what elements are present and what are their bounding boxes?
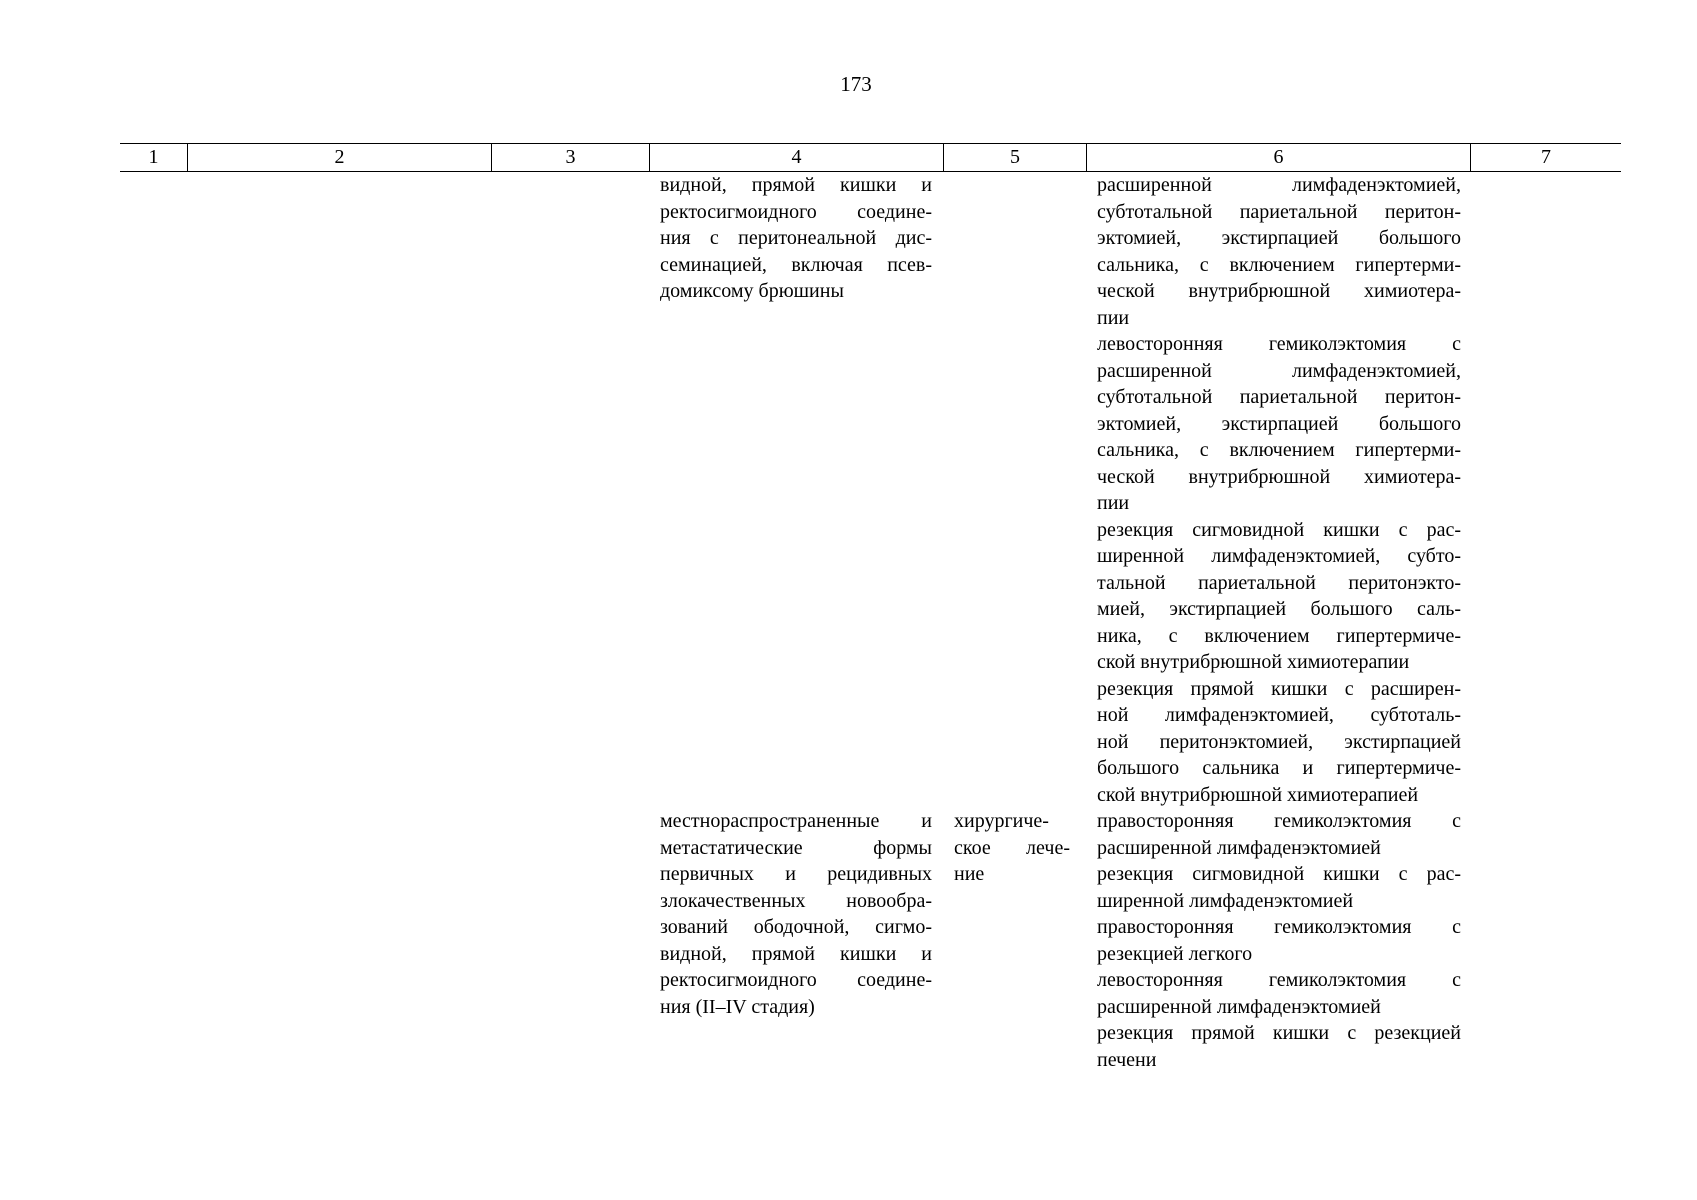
text-line: ника, с включением гипертермиче- [1097, 624, 1461, 647]
text-line: ческой внутрибрюшной химиотера- [1097, 280, 1461, 302]
page-number: 173 [840, 72, 872, 96]
text-line: ширенной лимфаденэктомией [1097, 889, 1354, 912]
text-line: печени [1097, 1048, 1157, 1071]
text-line: резекция прямой кишки с резекцией [1097, 1022, 1461, 1044]
text-line: расширенной лимфаденэктомией [1097, 995, 1381, 1018]
text-line: резекция сигмовидной кишки с рас- [1097, 863, 1461, 885]
text-line: резекция сигмовидной кишки с рас- [1097, 518, 1461, 541]
text-line: метастатические формы [660, 836, 932, 859]
text-line: ния (II–IV стадия) [660, 995, 815, 1018]
text-line: резекция прямой кишки с расширен- [1097, 677, 1461, 700]
text-line: ной лимфаденэктомией, субтоталь- [1097, 704, 1461, 726]
text-line: хирургиче- [954, 810, 1049, 832]
column-number-7: 7 [1470, 144, 1621, 171]
text-line: субтотальной париетальной перитон- [1097, 386, 1461, 408]
text-line: видной, прямой кишки и [660, 174, 932, 196]
text-line: правосторонняя гемиколэктомия с [1097, 810, 1461, 832]
text-line: сальника, с включением гипертерми- [1097, 439, 1461, 461]
text-line: ние [954, 863, 985, 885]
block2-col4-text [660, 808, 932, 1020]
text-line: пии [1097, 492, 1130, 514]
text-line: видной, прямой кишки и [660, 942, 932, 965]
text-line: ной перитонэктомией, экстирпацией [1097, 730, 1461, 753]
column-number-4: 4 [649, 144, 943, 171]
text-line: сальника, с включением гипертерми- [1097, 253, 1461, 276]
text-line: расширенной лимфаденэктомией, [1097, 359, 1461, 382]
text-line: местнораспространенные и [660, 810, 932, 832]
text-line: левосторонняя гемиколэктомия с [1097, 333, 1461, 355]
text-line: зований ободочной, сигмо- [660, 916, 932, 938]
table-header-row [120, 143, 1621, 172]
column-number-1: 1 [148, 146, 159, 168]
column-number-5: 5 [943, 144, 1086, 171]
text-line: домиксому брюшины [660, 280, 844, 302]
text-line: ректосигмоидного соедине- [660, 200, 932, 223]
text-line: левосторонняя гемиколэктомия с [1097, 969, 1461, 991]
column-number-3: 3 [491, 144, 649, 171]
text-line: ширенной лимфаденэктомией, субто- [1097, 545, 1461, 567]
text-line: правосторонняя гемиколэктомия с [1097, 916, 1461, 938]
text-line: пии [1097, 306, 1130, 329]
text-line: ческой внутрибрюшной химиотера- [1097, 465, 1461, 488]
text-line: расширенной лимфаденэктомией [1097, 836, 1381, 859]
text-line: первичных и рецидивных [660, 863, 932, 885]
text-line: семинацией, включая псев- [660, 253, 932, 276]
block2-col5-text [954, 808, 1070, 888]
text-line: ректосигмоидного соедине- [660, 969, 932, 991]
block1-col6-text [1097, 172, 1461, 808]
column-number-2: 2 [187, 144, 491, 171]
text-line: злокачественных новообра- [660, 889, 932, 912]
text-line: субтотальной париетальной перитон- [1097, 200, 1461, 223]
text-line: мией, экстирпацией большого саль- [1097, 598, 1461, 620]
text-line: большого сальника и гипертермиче- [1097, 757, 1461, 779]
text-line: ния с перитонеальной дис- [660, 227, 932, 249]
text-line: тальной париетальной перитонэкто- [1097, 571, 1461, 594]
text-line: эктомией, экстирпацией большого [1097, 227, 1461, 249]
text-line: расширенной лимфаденэктомией, [1097, 174, 1461, 196]
text-line: ской внутрибрюшной химиотерапией [1097, 783, 1419, 806]
text-line: ской внутрибрюшной химиотерапии [1097, 651, 1410, 673]
block2-col6-text [1097, 808, 1461, 1073]
block1-col4-text [660, 172, 932, 305]
column-number-6: 6 [1086, 144, 1470, 171]
text-line: эктомией, экстирпацией большого [1097, 412, 1461, 435]
text-line: ское лече- [954, 836, 1070, 859]
text-line: резекцией легкого [1097, 942, 1253, 965]
